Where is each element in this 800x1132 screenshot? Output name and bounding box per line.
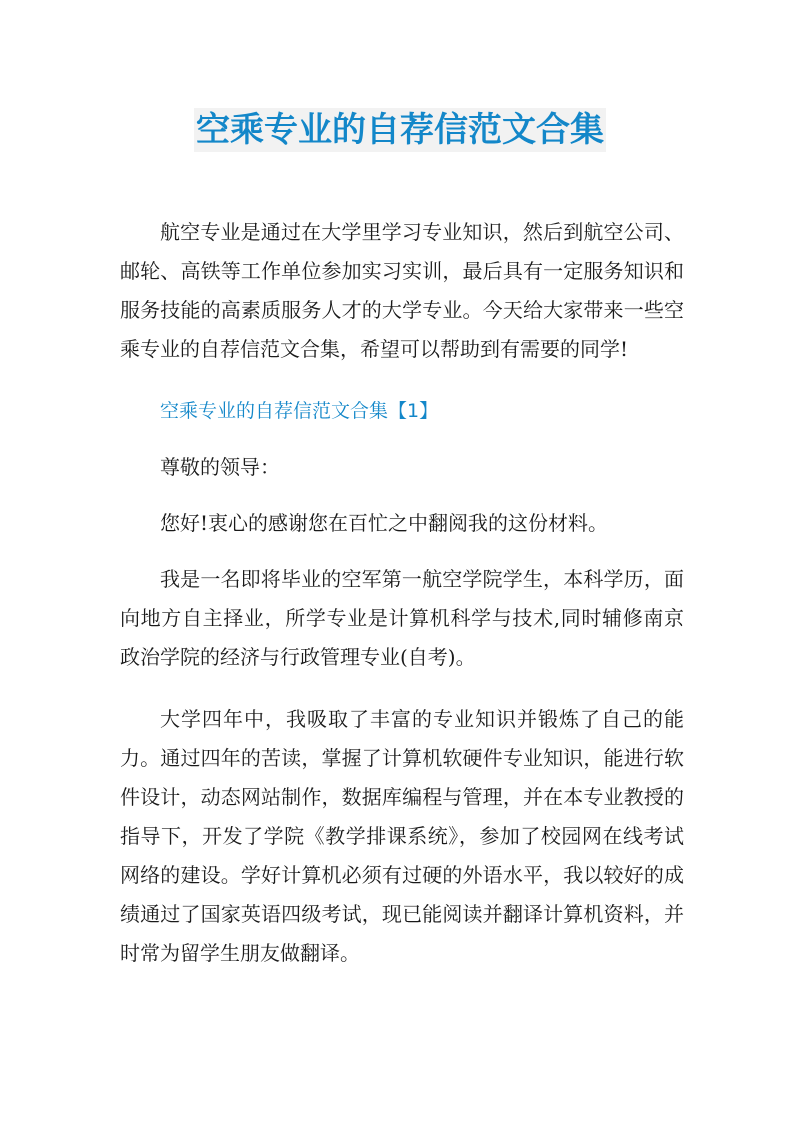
document-title: 空乘专业的自荐信范文合集: [196, 110, 604, 150]
section-heading: 空乘专业的自荐信范文合集【1】: [160, 400, 439, 422]
title-container: [0, 108, 800, 152]
document-body: [120, 213, 684, 996]
intro-paragraph: 航空专业是通过在大学里学习专业知识，然后到航空公司、邮轮、高铁等工作单位参加实习实训，最后具有一定服务知识和服务技能的高素质服务人才的大学专业。今天给大家带来一些空乘专业的自荐信范文合集，希望可以帮助到有需要的同学!: [120, 220, 684, 361]
university-experience-paragraph: 大学四年中，我吸取了丰富的专业知识并锻炼了自己的能力。通过四年的苦读，掌握了计算机软硬件专业知识，能进行软件设计，动态网站制作，数据库编程与管理，并在本专业教授的指导下，开发了学院《教学排课系统》，参加了校园网在线考试网络的建设。学好计算机必须有过硬的外语水平，我以较好的成绩通过了国家英语四级考试，现已能阅读并翻译计算机资料，并时常为留学生朋友做翻译。: [120, 707, 684, 965]
greeting-paragraph: 您好!衷心的感谢您在百忙之中翻阅我的这份材料。: [160, 511, 609, 535]
self-introduction-paragraph: 我是一名即将毕业的空军第一航空学院学生，本科学历，面向地方自主择业，所学专业是计算机科学与技术,同时辅修南京政治学院的经济与行政管理专业(自考)。: [120, 567, 684, 669]
salutation: 尊敬的领导：: [160, 455, 280, 479]
